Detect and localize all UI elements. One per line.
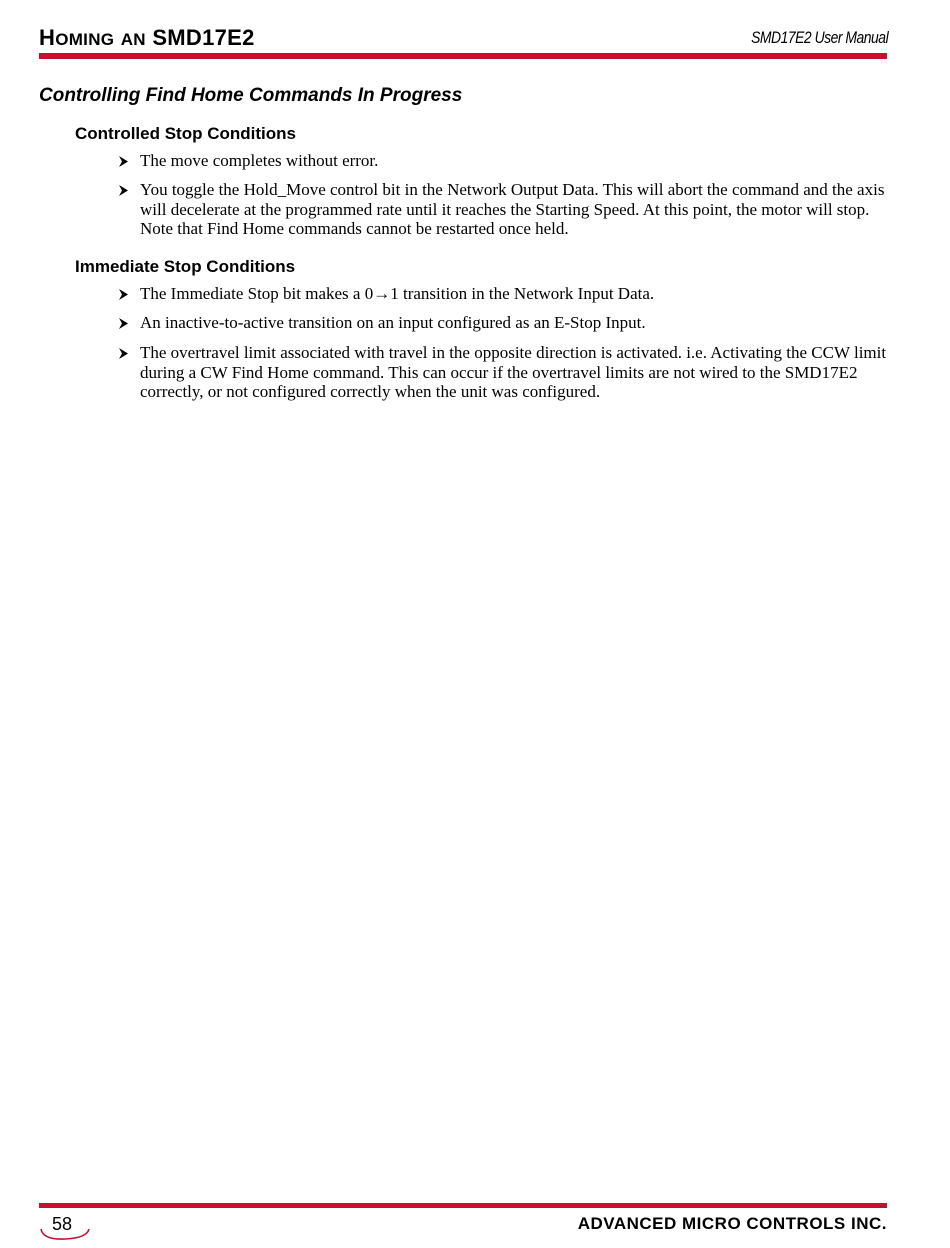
page-header-title — [39, 24, 255, 54]
header-rule — [39, 53, 887, 59]
arrow-bullet-icon — [118, 284, 140, 304]
list-item — [118, 284, 888, 304]
page-number: 58 — [52, 1214, 73, 1234]
controlled-stop-heading: Controlled Stop Conditions — [75, 124, 296, 143]
company-name: ADVANCED MICRO CONTROLS INC. — [577, 1214, 887, 1233]
list-item-text: An inactive-to-active transition on an input configured as an E-Stop Input. — [140, 313, 646, 332]
section-title: Controlling Find Home Commands In Progress — [39, 85, 463, 106]
list-item — [118, 151, 888, 171]
list-item-text: You toggle the Hold_Move control bit in the Network Output Data. This will abort the command and the axis will decelerate at the programmed rate until it reaches the Starting Speed. At this point, the motor will stop. Note that Find Home commands cannot be restarted once held. — [140, 180, 885, 238]
header-manual-name: SMD17E2 User Manual — [750, 28, 888, 47]
header-title-an: AN — [120, 30, 146, 49]
list-item-text: The overtravel limit associated with travel in the opposite direction is activated. i.e. Activating the CCW limit during a CW Find Home command. This can occur if the overtravel limits are not wired to the SMD17E2 correctly, or not configured correctly when the unit was configured. — [140, 343, 887, 401]
list-item — [118, 313, 888, 333]
list-item-text: The move completes without error. — [140, 151, 379, 170]
list-item — [118, 343, 888, 402]
arrow-bullet-icon — [118, 343, 140, 402]
arrow-bullet-icon — [118, 151, 140, 171]
header-title-initial: H — [39, 25, 56, 50]
immediate-stop-heading: Immediate Stop Conditions — [75, 257, 296, 276]
arrow-bullet-icon — [118, 180, 140, 239]
arrow-bullet-icon — [118, 313, 140, 333]
list-item-text: The Immediate Stop bit makes a 0→1 transition in the Network Input Data. — [140, 284, 655, 303]
page-number-badge — [39, 1212, 91, 1242]
list-item — [118, 180, 888, 239]
header-title-model: SMD17E2 — [152, 25, 255, 50]
footer-rule — [39, 1203, 887, 1208]
header-title-oming: OMING — [55, 30, 115, 49]
